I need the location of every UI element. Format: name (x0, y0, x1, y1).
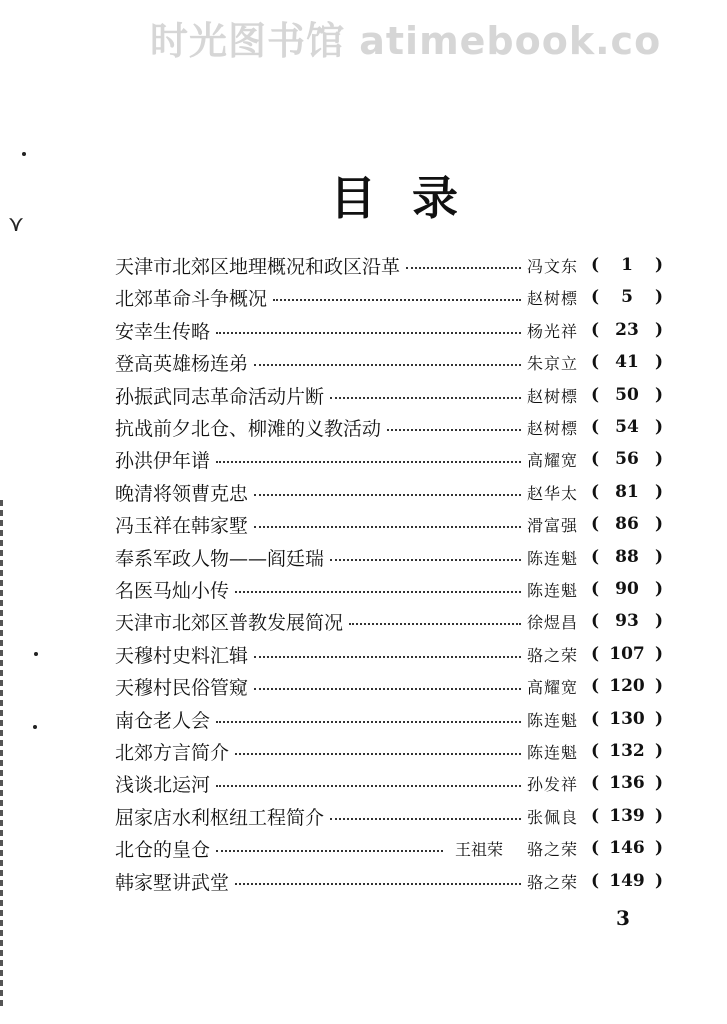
open-paren: ( (591, 611, 600, 631)
dot-leader (254, 526, 521, 528)
toc-entry (115, 444, 663, 474)
open-paren: ( (591, 676, 600, 696)
toc-entry-page (591, 644, 663, 664)
toc-entry (115, 509, 663, 539)
toc-entry-title: 天穆村民俗管窥 (115, 676, 249, 699)
toc-entry-page-number: 1 (621, 255, 633, 275)
toc-entry (115, 315, 663, 345)
close-paren: ) (654, 449, 663, 469)
open-paren: ( (591, 514, 600, 534)
close-paren: ) (654, 514, 663, 534)
close-paren: ) (654, 871, 663, 891)
close-paren: ) (654, 385, 663, 405)
toc-entry-page (591, 709, 663, 729)
close-paren: ) (654, 417, 663, 437)
toc-entry-author: 骆之荣 (527, 872, 579, 892)
dot-leader (216, 850, 443, 852)
close-paren: ) (654, 255, 663, 275)
page-number: 3 (616, 906, 630, 930)
toc-entry-page (591, 547, 663, 567)
toc-entry-title: 北郊革命斗争概况 (115, 287, 268, 310)
toc-entry-author: 冯文东 (527, 256, 579, 276)
toc-entry-page-number: 23 (615, 320, 639, 340)
toc-entry-title: 南仓老人会 (115, 709, 211, 732)
open-paren: ( (591, 320, 600, 340)
margin-speck (22, 152, 26, 156)
binding-edge (0, 500, 3, 1010)
toc-entry-page-number: 146 (609, 838, 645, 858)
open-paren: ( (591, 741, 600, 761)
open-paren: ( (591, 287, 600, 307)
toc-entry-page (591, 352, 663, 372)
watermark: 时光图书馆 atimebook.co (150, 19, 662, 63)
toc-entry (115, 704, 663, 734)
toc-entry-page-number: 132 (609, 741, 645, 761)
toc-entry (115, 250, 663, 280)
toc-entry (115, 282, 663, 312)
toc-entry-page-number: 81 (615, 482, 639, 502)
toc-entry-page (591, 838, 663, 858)
toc-entry-author: 张佩良 (527, 807, 579, 827)
toc-entry-author: 赵树標 (527, 386, 579, 406)
toc-entry-page-number: 88 (615, 547, 639, 567)
toc-entry-page-number: 120 (609, 676, 645, 696)
open-paren: ( (591, 547, 600, 567)
toc-entry-page (591, 514, 663, 534)
open-paren: ( (591, 417, 600, 437)
toc-entry-page-number: 5 (621, 287, 633, 307)
close-paren: ) (654, 838, 663, 858)
open-paren: ( (591, 385, 600, 405)
toc-entry-title: 登高英雄杨连弟 (115, 352, 249, 375)
toc-entry-title: 韩家墅讲武堂 (115, 871, 230, 894)
toc-entry-page-number: 130 (609, 709, 645, 729)
close-paren: ) (654, 773, 663, 793)
dot-leader (349, 623, 521, 625)
toc-entry-author: 滑富强 (527, 515, 579, 535)
close-paren: ) (654, 579, 663, 599)
dot-leader (406, 267, 521, 269)
toc-entry-title: 晚清将领曹克忠 (115, 482, 249, 505)
toc-entry-title: 安幸生传略 (115, 320, 211, 343)
toc-entry-title: 北仓的皇仓 (115, 838, 211, 861)
toc-entry (115, 542, 663, 572)
dot-leader (330, 818, 521, 820)
toc-entry-page-number: 93 (615, 611, 639, 631)
toc-entry-page-number: 90 (615, 579, 639, 599)
toc-entry-page-number: 107 (609, 644, 645, 664)
toc-entry-author: 骆之荣 (527, 839, 579, 859)
dot-leader (387, 429, 521, 431)
toc-entry-page-number: 54 (615, 417, 639, 437)
toc-entry-author: 朱京立 (527, 353, 579, 373)
toc-entry-page (591, 482, 663, 502)
close-paren: ) (654, 287, 663, 307)
margin-mark: ⋎ (8, 212, 25, 237)
close-paren: ) (654, 709, 663, 729)
toc-entry (115, 347, 663, 377)
toc-entry-title: 北郊方言简介 (115, 741, 230, 764)
toc-entry-page (591, 417, 663, 437)
open-paren: ( (591, 709, 600, 729)
dot-leader (254, 364, 521, 366)
open-paren: ( (591, 482, 600, 502)
close-paren: ) (654, 320, 663, 340)
toc-entry-author: 骆之荣 (527, 645, 579, 665)
close-paren: ) (654, 806, 663, 826)
toc-entry-page (591, 449, 663, 469)
toc-entry-page (591, 611, 663, 631)
dot-leader (254, 688, 521, 690)
toc-entry-title: 天津市北郊区地理概况和政区沿革 (115, 255, 401, 278)
dot-leader (330, 397, 521, 399)
dot-leader (254, 656, 521, 658)
toc-entry (115, 606, 663, 636)
toc-entry-page (591, 676, 663, 696)
toc-entry-page (591, 806, 663, 826)
open-paren: ( (591, 579, 600, 599)
dot-leader (216, 332, 521, 334)
toc-entry-title: 奉系军政人物——阎廷瑞 (115, 547, 325, 570)
toc-entry-author: 陈连魁 (527, 580, 579, 600)
toc-entry-page (591, 287, 663, 307)
toc-entry-author: 陈连魁 (527, 710, 579, 730)
dot-leader (273, 299, 521, 301)
toc-entry-page (591, 255, 663, 275)
toc-entry-author: 赵华太 (527, 483, 579, 503)
toc-entry-title: 天穆村史料汇辑 (115, 644, 249, 667)
toc-entry-author: 赵树標 (527, 288, 579, 308)
toc-entry-title: 浅谈北运河 (115, 773, 211, 796)
toc-entry (115, 736, 663, 766)
dot-leader (235, 753, 521, 755)
close-paren: ) (654, 547, 663, 567)
toc-entry-title: 屈家店水利枢纽工程简介 (115, 806, 325, 829)
toc-entry (115, 574, 663, 604)
page-title: 目录 (330, 171, 494, 225)
open-paren: ( (591, 871, 600, 891)
dot-leader (330, 559, 521, 561)
toc-entry-title: 名医马灿小传 (115, 579, 230, 602)
toc-entry-page (591, 320, 663, 340)
toc-entry-author: 高耀宽 (527, 677, 579, 697)
toc-entry (115, 833, 663, 863)
dot-leader (216, 785, 521, 787)
dot-leader (216, 461, 521, 463)
toc-entry-page (591, 385, 663, 405)
toc-entry-title: 天津市北郊区普教发展简况 (115, 611, 344, 634)
toc-entry-page-number: 149 (609, 871, 645, 891)
toc-entry-page (591, 773, 663, 793)
toc-entry-author: 陈连魁 (527, 548, 579, 568)
toc-entry (115, 477, 663, 507)
margin-speck (34, 652, 38, 656)
toc-entry-page-number: 41 (615, 352, 639, 372)
toc-entry-author: 杨光祥 (527, 321, 579, 341)
toc-entry (115, 866, 663, 896)
toc-entry-author: 陈连魁 (527, 742, 579, 762)
toc-entry-author: 赵树標 (527, 418, 579, 438)
toc-entry-title: 孙洪伊年谱 (115, 449, 211, 472)
toc-entry-title: 冯玉祥在韩家墅 (115, 514, 249, 537)
toc-entry-page-number: 50 (615, 385, 639, 405)
open-paren: ( (591, 644, 600, 664)
toc-entry-page (591, 741, 663, 761)
toc-entry-author: 高耀宽 (527, 450, 579, 470)
open-paren: ( (591, 255, 600, 275)
close-paren: ) (654, 482, 663, 502)
toc-entry-page-number: 139 (609, 806, 645, 826)
toc-entry-page-number: 86 (615, 514, 639, 534)
toc-entry-page-number: 136 (609, 773, 645, 793)
toc-entry-author: 徐煜昌 (527, 612, 579, 632)
toc-entry (115, 639, 663, 669)
toc-entry-title: 孙振武同志革命活动片断 (115, 385, 325, 408)
dot-leader (235, 591, 521, 593)
toc-entry-page (591, 871, 663, 891)
close-paren: ) (654, 352, 663, 372)
toc-entry-title: 抗战前夕北仓、柳滩的义教活动 (115, 417, 382, 440)
toc-entry-co-author: 王祖荣 (454, 839, 503, 859)
toc-entry (115, 412, 663, 442)
close-paren: ) (654, 611, 663, 631)
toc-entry (115, 801, 663, 831)
open-paren: ( (591, 352, 600, 372)
dot-leader (216, 721, 521, 723)
dot-leader (235, 883, 521, 885)
close-paren: ) (654, 644, 663, 664)
open-paren: ( (591, 806, 600, 826)
toc-entry-page-number: 56 (615, 449, 639, 469)
toc-entry (115, 768, 663, 798)
toc-entry-page (591, 579, 663, 599)
toc-entry-author: 孙发祥 (527, 774, 579, 794)
close-paren: ) (654, 741, 663, 761)
open-paren: ( (591, 838, 600, 858)
dot-leader (254, 494, 521, 496)
toc-entry (115, 380, 663, 410)
margin-speck (33, 725, 37, 729)
open-paren: ( (591, 449, 600, 469)
open-paren: ( (591, 773, 600, 793)
toc-entry (115, 671, 663, 701)
close-paren: ) (654, 676, 663, 696)
